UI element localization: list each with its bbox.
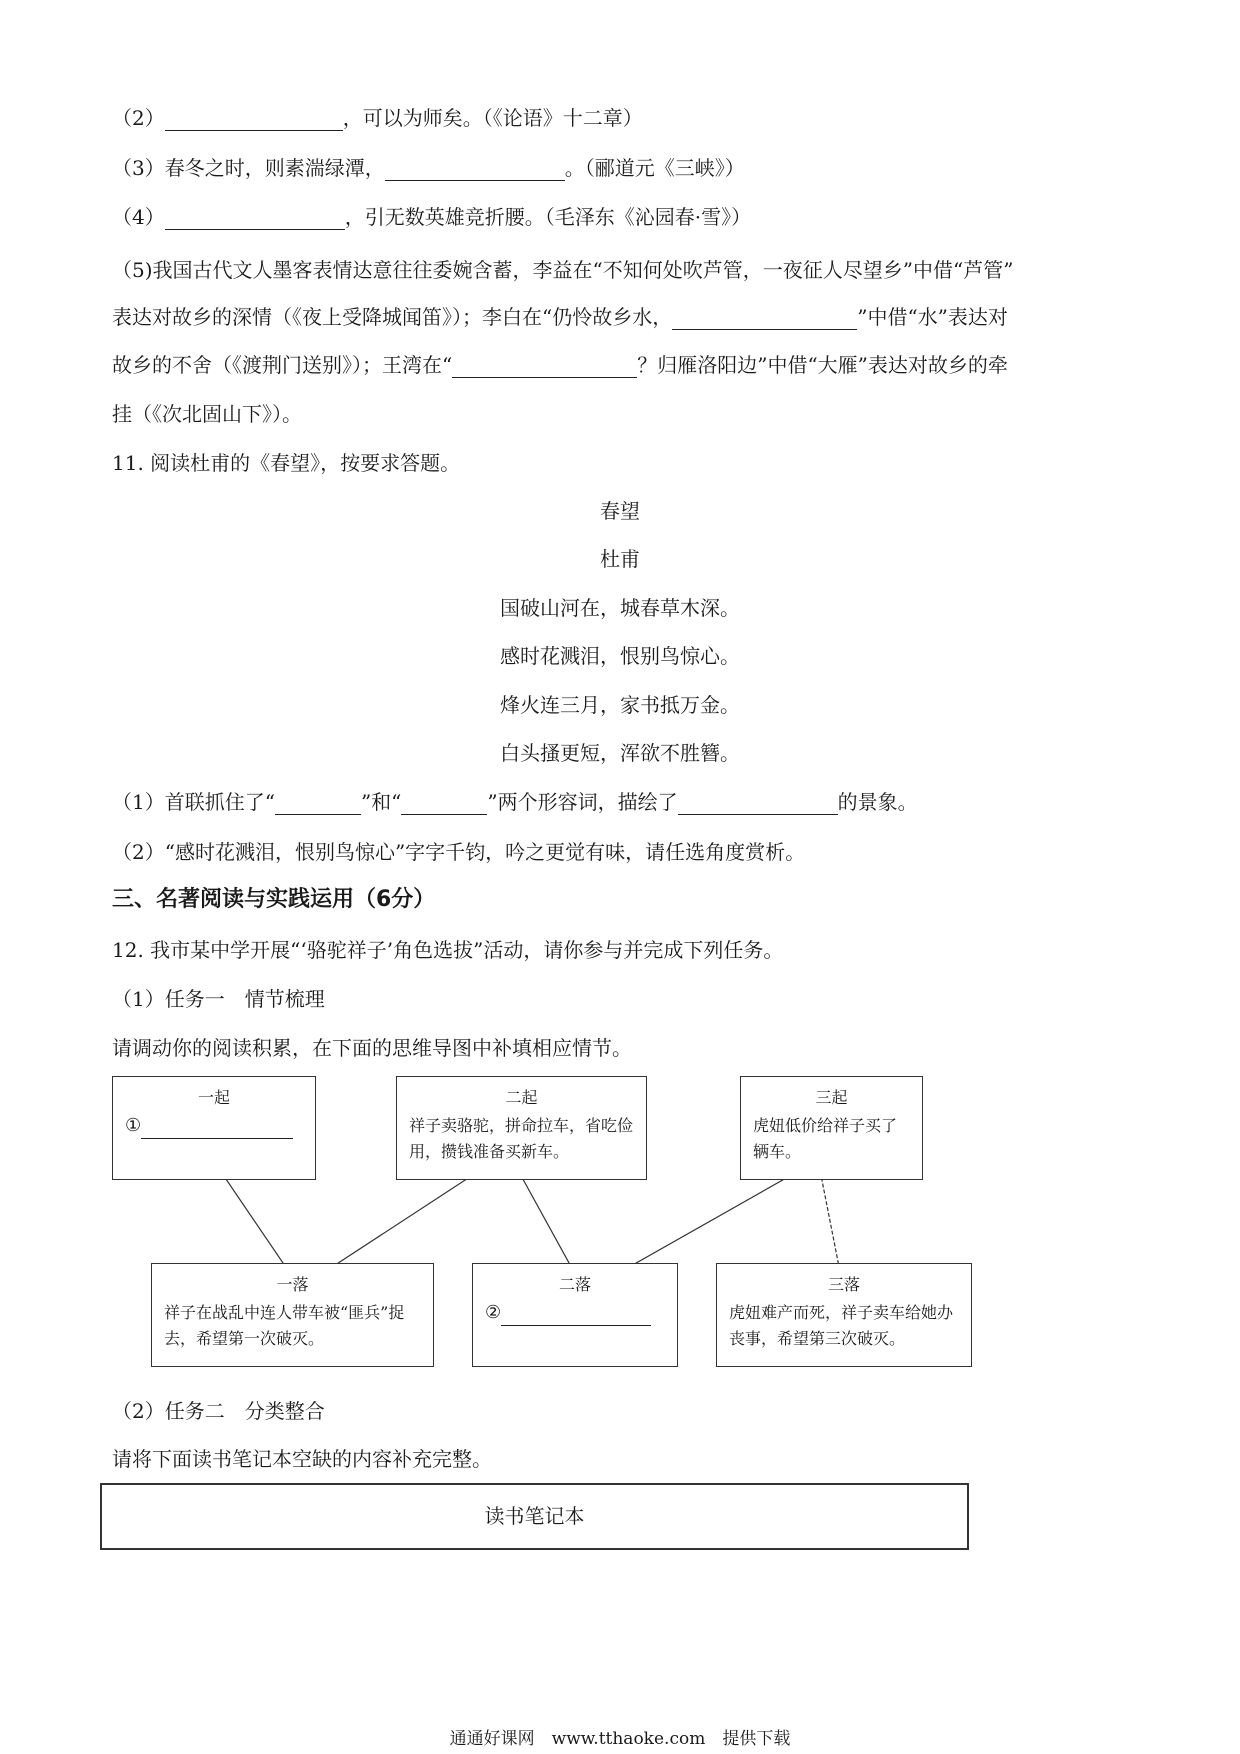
q11-sub2: （2）“感时花溅泪，恨别鸟惊心”字字千钧，吟之更觉有味，请任选角度赏析。 <box>112 840 806 864</box>
q10-item3-prefix: （3）春冬之时，则素湍绿潭， <box>112 156 385 180</box>
q10-item5-line2a: 表达对故乡的深情（《夜上受降城闻笛》）；李白在“仍怜故乡水， <box>112 305 673 329</box>
answer-blank[interactable] <box>141 1118 293 1139</box>
q11-intro: 11. 阅读杜甫的《春望》，按要求答题。 <box>112 451 461 475</box>
q10-item4-suffix: ，引无数英雄竞折腰。（毛泽东《沁园春·雪》） <box>344 205 752 229</box>
mindmap-rise-1-title: 一起 <box>197 1088 230 1107</box>
poem-line: 国破山河在，城春草木深。 <box>500 596 740 620</box>
q10-item5-line3b: ？归雁洛阳边”中借“大雁”表达对故乡的牵 <box>637 353 1008 377</box>
mindmap-rise-2 <box>396 1076 647 1180</box>
mindmap-fall-2-title: 二落 <box>558 1275 591 1294</box>
q12-task1: （1）任务一 情节梳理 <box>112 987 325 1011</box>
reading-notebook <box>100 1483 969 1550</box>
q11-sub1-b: ”和“ <box>360 790 402 814</box>
q10-item2-suffix: ，可以为师矣。（《论语》十二章） <box>342 106 643 130</box>
mindmap-fall-3-text: 虎妞难产而死，祥子卖车给她办丧事，希望第三次破灭。 <box>729 1303 954 1348</box>
q10-item5-line1: （5)我国古代文人墨客表情达意往往委婉含蓄，李益在“不知何处吹芦管，一夜征人尽望乡”中借“芦管” <box>112 258 1014 282</box>
q10-item2-prefix: （2） <box>112 106 165 130</box>
reading-notebook-title: 读书笔记本 <box>484 1504 585 1528</box>
mindmap-fall-1-text: 祥子在战乱中连人带车被“匪兵”捉去，希望第一次破灭。 <box>164 1303 405 1348</box>
q10-item5-line2b: ”中借“水”表达对 <box>857 305 1008 329</box>
marker-1: ① <box>125 1115 142 1136</box>
q11-sub1-a: （1）首联抓住了“ <box>112 790 275 814</box>
poem-line: 感时花溅泪，恨别鸟惊心。 <box>500 644 740 668</box>
section-title: 三、名著阅读与实践运用（6分） <box>112 887 436 912</box>
poem-line: 白头搔更短，浑欲不胜簪。 <box>500 741 740 765</box>
mindmap-fall-2 <box>472 1263 678 1367</box>
q10-item5-line4: 挂（《次北固山下》）。 <box>112 402 302 426</box>
poem-title: 春望 <box>600 499 640 523</box>
q10-item3-suffix: 。（郦道元《三峡》） <box>564 156 745 180</box>
mindmap-rise-3-title: 三起 <box>815 1088 848 1107</box>
mindmap-fall-1-title: 一落 <box>276 1275 309 1294</box>
page-footer: 通通好课网 www.tthaoke.com 提供下载 <box>449 1729 791 1749</box>
mindmap-rise-3-text: 虎妞低价给祥子买了辆车。 <box>753 1116 898 1161</box>
mindmap-rise-2-title: 二起 <box>505 1088 538 1107</box>
mindmap-rise-1-body <box>113 1109 315 1139</box>
poem-line: 烽火连三月，家书抵万金。 <box>500 693 740 717</box>
q11-sub1-d: 的景象。 <box>837 790 918 814</box>
mindmap-rise-2-text: 祥子卖骆驼，拼命拉车，省吃俭用，攒钱准备买新车。 <box>409 1116 634 1161</box>
mindmap-rise-3 <box>740 1076 923 1180</box>
poem-author: 杜甫 <box>600 547 640 571</box>
q12-task2-desc: 请将下面读书笔记本空缺的内容补充完整。 <box>112 1447 492 1471</box>
q10-item5-line3a: 故乡的不舍（《渡荆门送别》）；王湾在“ <box>112 353 453 377</box>
q10-item4-prefix: （4） <box>112 205 165 229</box>
mindmap-fall-3 <box>716 1263 972 1367</box>
mindmap-fall-1 <box>151 1263 434 1367</box>
q11-sub1-c: ”两个形容词，描绘了 <box>487 790 678 814</box>
q12-intro: 12. 我市某中学开展“‘骆驼祥子’角色选拔”活动，请你参与并完成下列任务。 <box>112 938 784 962</box>
q12-task1-desc: 请调动你的阅读积累，在下面的思维导图中补填相应情节。 <box>112 1036 632 1060</box>
mindmap-rise-1 <box>112 1076 316 1180</box>
q12-task2: （2）任务二 分类整合 <box>112 1399 325 1423</box>
marker-2: ② <box>485 1302 502 1323</box>
mindmap-fall-3-title: 三落 <box>827 1275 860 1294</box>
answer-blank[interactable] <box>501 1305 651 1326</box>
mindmap-fall-2-body <box>473 1296 677 1326</box>
